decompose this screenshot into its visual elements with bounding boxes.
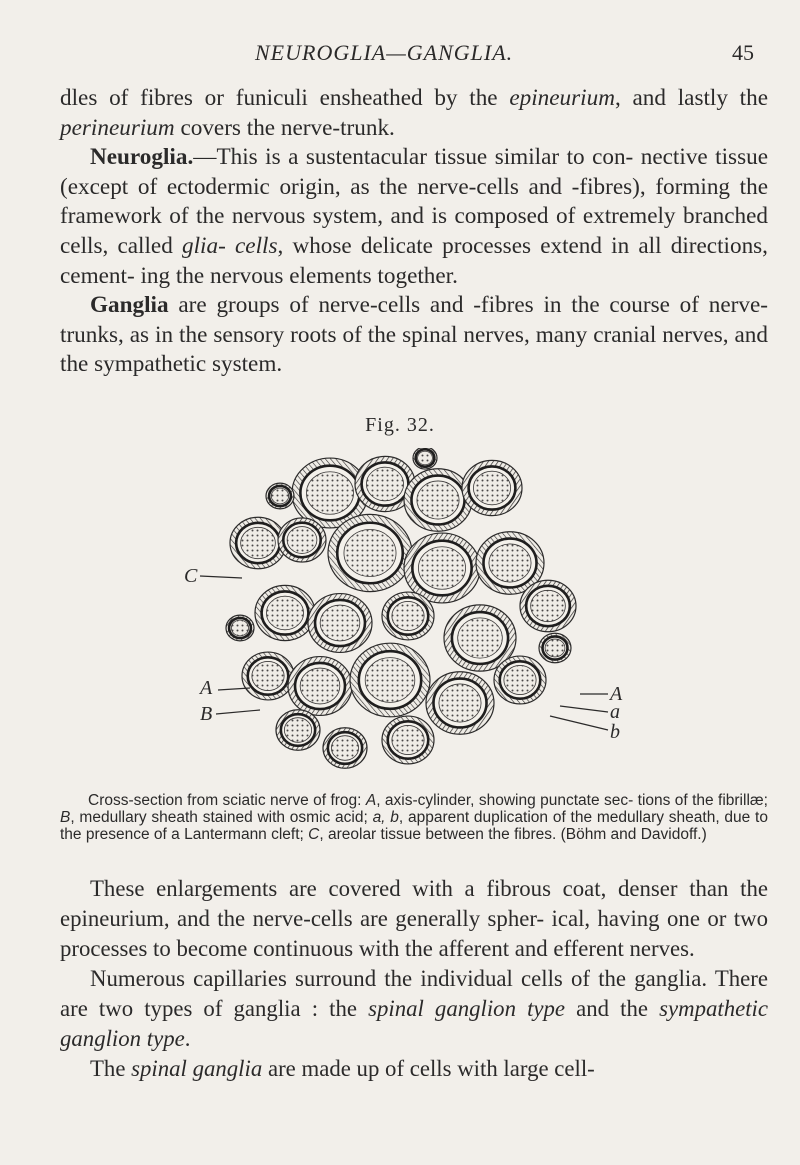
nerve-fibre — [539, 633, 571, 662]
text-run: , whose delicate processes extend in all directions, cement- ing the nervous elements together. — [60, 232, 768, 289]
nerve-fibre — [413, 448, 437, 469]
text-run: —This is a sustentacular tissue similar to con- nective tissue (except of ectodermic origin, as the nerve-cells and -fibres), forming the framework of the nervous system, and is composed of extremely branched cells, called — [60, 144, 768, 259]
nerve-fibre — [276, 710, 320, 750]
text-run: , and lastly the — [614, 85, 769, 111]
paragraph-enlargements — [60, 874, 768, 964]
nerve-fibre — [323, 728, 367, 768]
text-run: , areolar tissue between the fibres. (Böhm and Davidoff.) — [319, 825, 707, 843]
nerve-fibre — [255, 585, 315, 640]
paragraph-spinal-ganglia — [60, 1054, 768, 1084]
nerve-fibre — [278, 518, 326, 562]
text-block-bottom — [60, 874, 768, 1084]
label-a-left: A — [200, 677, 213, 699]
label-b: B — [200, 703, 213, 725]
text-run: and the — [565, 996, 660, 1021]
page-number: 45 — [732, 40, 754, 65]
term-glia-cells: glia- cells — [182, 232, 278, 259]
heading-neuroglia: Neuroglia. — [90, 144, 194, 171]
caption-key: B — [60, 808, 71, 826]
nerve-fibre — [266, 483, 294, 509]
nerve-fibre — [288, 657, 352, 716]
paragraph-neuroglia — [60, 143, 768, 291]
term-perineurium: perineurium — [60, 114, 175, 141]
text-run: , medullary sheath stained with osmic acid; — [70, 808, 373, 826]
paragraph-epineurium — [60, 84, 768, 143]
heading-ganglia: Ganglia — [90, 292, 169, 319]
running-head: NEUROGLIA—GANGLIA. — [255, 40, 514, 65]
nerve-fibre — [462, 460, 522, 515]
text-run: These enlargements are covered with a fibrous coat, denser than the epineurium, and the nerve-cells are generally spher- ical, having one or two processes to become continuous with the afferent and efferent nerves. — [60, 876, 768, 961]
nerve-fibre — [520, 580, 576, 632]
label-b-small: b — [610, 721, 620, 743]
text-run: . — [184, 1026, 191, 1051]
caption-key: C — [308, 825, 320, 843]
nerve-fibre — [308, 594, 372, 653]
text-run: are groups of nerve-cells and -fibres in the course of nerve-trunks, as in the sensory roots of the spinal nerves, many cranial nerves, and the sympathetic system. — [60, 292, 768, 378]
nerve-fibre — [242, 652, 294, 700]
nerve-fibre — [494, 656, 546, 704]
nerve-fibre — [226, 615, 254, 641]
nerve-fibre — [426, 672, 494, 735]
nerve-fibre — [404, 469, 472, 532]
nerve-fibre — [382, 716, 434, 764]
figure-nerve-cross-section — [180, 448, 640, 778]
text-run: dles of fibres or funiculi ensheathed by the — [60, 85, 510, 111]
caption-key: a, b — [372, 808, 399, 826]
term-spinal-ganglia: spinal ganglia — [131, 1056, 263, 1081]
caption-key: A — [365, 792, 377, 809]
label-a-small: a — [610, 701, 620, 723]
nerve-fibre — [328, 514, 412, 591]
label-c: C — [184, 565, 198, 587]
text-run: Numerous capillaries surround the individual cells of the ganglia. There are two types of ganglia : the — [60, 966, 768, 1021]
text-run: covers the nerve-trunk. — [174, 114, 395, 141]
nerve-illustration — [180, 448, 640, 778]
paragraph-ganglia — [60, 291, 768, 380]
text-run: The — [90, 1056, 132, 1081]
nerve-fibre — [382, 592, 434, 640]
caption-text — [60, 793, 768, 843]
text-run: Cross-section from sciatic nerve of frog: — [88, 792, 366, 809]
label-a-right: A — [610, 683, 623, 705]
figure-title: Fig. 32. — [365, 414, 435, 436]
term-sympathetic-ganglion-type: sympathetic ganglion type — [60, 996, 768, 1051]
paragraph-capillaries — [60, 964, 768, 1054]
text-run: , apparent duplication of the medullary sheath, due to the presence of a Lantermann cleft; — [60, 808, 768, 843]
text-run: , axis-cylinder, showing punctate sec- tions of the fibrillæ; — [376, 792, 768, 809]
figure-caption — [60, 793, 768, 843]
term-spinal-ganglion-type: spinal ganglion type — [368, 996, 566, 1021]
text-run: are made up of cells with large cell- — [262, 1056, 595, 1081]
text-block-top — [60, 84, 768, 380]
term-epineurium: epineurium — [509, 85, 615, 111]
nerve-fibre — [350, 643, 430, 717]
